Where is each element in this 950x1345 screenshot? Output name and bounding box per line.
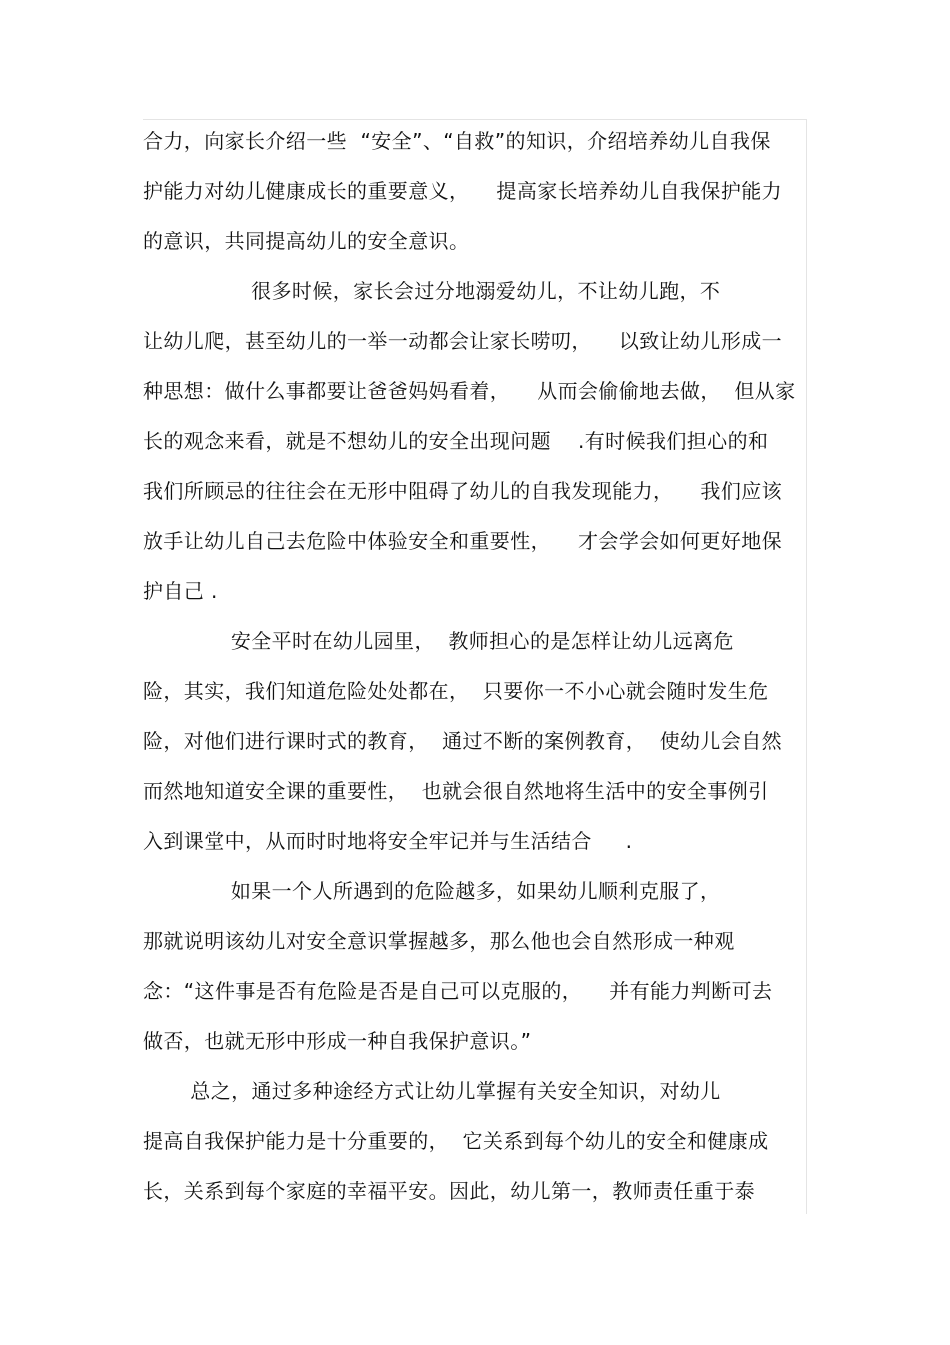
text-line: 很多时候，家长会过分地溺爱幼儿，不让幼儿跑，不 xyxy=(143,279,721,303)
text-line: 入到课堂中，从而时时地将安全牢记并与生活结合 . xyxy=(143,829,633,853)
text-line: 提高自我保护能力是十分重要的， 它关系到每个幼儿的安全和健康成 xyxy=(143,1129,769,1153)
text-line: 长的观念来看，就是不想幼儿的安全出现问题 .有时候我们担心的和 xyxy=(143,429,769,453)
text-line: 放手让幼儿自己去危险中体验安全和重要性， 才会学会如何更好地保 xyxy=(143,529,783,553)
text-line: 种思想：做什么事都要让爸爸妈妈看着， 从而会偷偷地去做， 但从家 xyxy=(143,379,796,403)
text-line: 长，关系到每个家庭的幸福平安。因此，幼儿第一，教师责任重于泰 xyxy=(143,1179,755,1203)
text-line: 那就说明该幼儿对安全意识掌握越多，那么他也会自然形成一种观 xyxy=(143,929,735,953)
text-line: 护自己 . xyxy=(143,579,218,603)
text-line: 安全平时在幼儿园里， 教师担心的是怎样让幼儿远离危 xyxy=(143,629,734,653)
text-line: 护能力对幼儿健康成长的重要意义， 提高家长培养幼儿自我保护能力 xyxy=(143,179,783,203)
text-line: 险，对他们进行课时式的教育， 通过不断的案例教育， 使幼儿会自然 xyxy=(143,729,783,753)
text-line: 总之，通过多种途经方式让幼儿掌握有关安全知识，对幼儿 xyxy=(143,1079,721,1103)
text-line: 我们所顾忌的往往会在无形中阻碍了幼儿的自我发现能力， 我们应该 xyxy=(143,479,783,503)
text-line: 险，其实，我们知道危险处处都在， 只要你一不小心就会随时发生危 xyxy=(143,679,769,703)
text-line: 合力，向家长介绍一些 “安全”、“自救”的知识，介绍培养幼儿自我保 xyxy=(143,129,771,153)
text-line: 如果一个人所遇到的危险越多，如果幼儿顺利克服了， xyxy=(143,879,721,903)
text-line: 而然地知道安全课的重要性， 也就会很自然地将生活中的安全事例引 xyxy=(143,779,769,803)
text-line: 的意识，共同提高幼儿的安全意识。 xyxy=(143,229,470,253)
text-line: 让幼儿爬，甚至幼儿的一举一动都会让家长唠叨， 以致让幼儿形成一 xyxy=(143,329,783,353)
text-line: 念：“这件事是否有危险是否是自己可以克服的， 并有能力判断可去 xyxy=(143,979,773,1003)
text-line: 做否，也就无形中形成一种自我保护意识。” xyxy=(143,1029,532,1053)
